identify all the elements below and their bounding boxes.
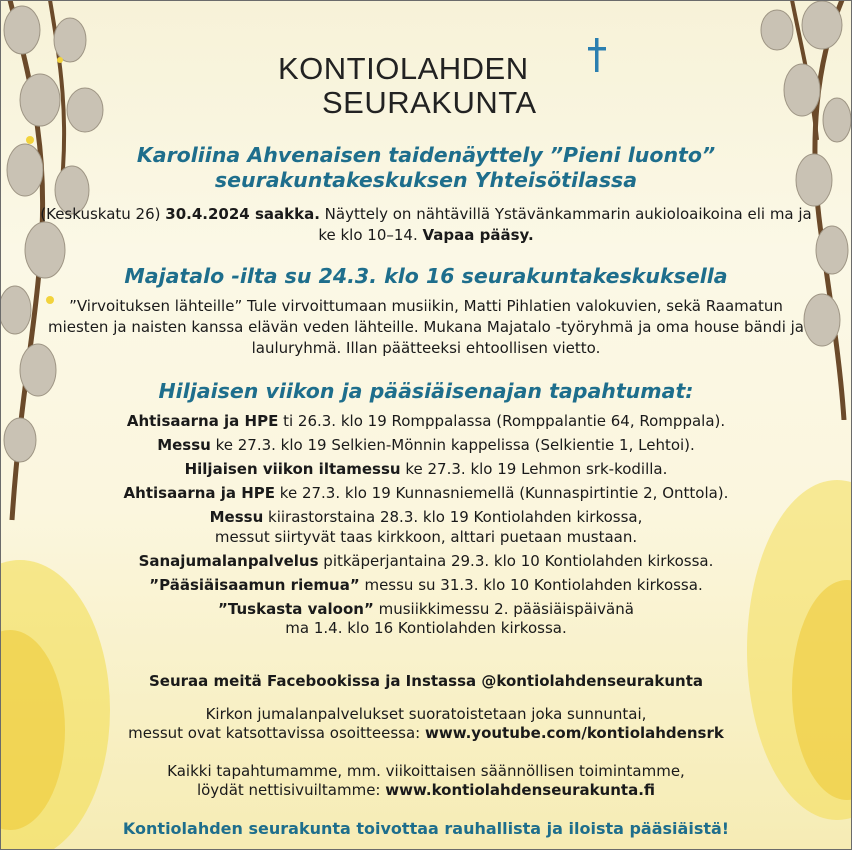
event-details: ke 27.3. klo 19 Lehmon srk-kodilla. [400, 460, 668, 478]
easter-title: Hiljaisen viikon ja pääsiäisenajan tapahtumat: [158, 379, 694, 403]
event-item [40, 412, 812, 432]
stream-info [40, 705, 812, 743]
event-details: ti 26.3. klo 19 Romppalassa (Romppalantie 64, Romppala). [278, 412, 726, 430]
event-details: messu su 31.3. klo 10 Kontiolahden kirkossa. [359, 575, 703, 594]
youtube-link[interactable]: www.youtube.com/kontiolahdensrk [424, 724, 724, 742]
event-details: ke 27.3. klo 19 Kunnasniemellä (Kunnaspirtintie 2, Onttola). [275, 484, 729, 502]
website-link[interactable]: www.kontiolahdenseurakunta.fi [385, 781, 656, 799]
majatalo-text: ”Virvoituksen lähteille” Tule virvoittumaan musiikin, Matti Pihlatien valokuvien, sekä Raamatun miesten ja naisten kanssa elävän veden lähteille. Mukana Majatalo -työryhmä ja oma house bändi ja lauluryhmä. Illan päätteeksi ehtoollisen vietto. [47, 297, 804, 357]
event-details-line2: messut siirtyvät taas kirkkoon, alttari puetaan mustaan. [214, 527, 638, 546]
majatalo-title: Majatalo -ilta su 24.3. klo 16 seurakuntakeskuksella [124, 264, 728, 288]
stream-line1: Kirkon jumalanpalvelukset suoratoistetaan joka sunnuntai, [205, 705, 647, 723]
event-item [40, 508, 812, 547]
event-item [40, 576, 812, 596]
stream-line2-prefix: messut ovat katsottavissa osoitteessa: [128, 724, 425, 742]
closing-greeting: Kontiolahden seurakunta toivottaa rauhallista ja iloista pääsiäistä! [122, 819, 730, 838]
exhibition-date: 30.4.2024 saakka. [165, 205, 320, 223]
logo-line1: KONTIOLAHDEN [278, 51, 529, 86]
event-item [40, 460, 812, 480]
web-line2-prefix: löydät nettisivuiltamme: [196, 781, 386, 799]
event-item [40, 552, 812, 572]
event-name: Messu [209, 508, 264, 526]
event-details: ke 27.3. klo 19 Selkien-Mönnin kappelissa (Selkientie 1, Lehtoi). [210, 436, 695, 454]
event-name: Hiljaisen viikon iltamessu [184, 460, 401, 478]
exhibition-text [40, 204, 812, 246]
web-line1: Kaikki tapahtumamme, mm. viikoittaisen säännöllisen toimintamme, [167, 762, 685, 780]
event-item [40, 600, 812, 639]
event-name: Messu [157, 436, 211, 454]
website-info [40, 762, 812, 800]
parish-logo [278, 52, 578, 120]
social-follow-text: Seuraa meitä Facebookissa ja Instassa @kontiolahdenseurakunta [149, 672, 703, 690]
event-details: musiikkimessu 2. pääsiäispäivänä [373, 599, 634, 618]
event-details: kiirastorstaina 28.3. klo 19 Kontiolahden kirkossa, [263, 508, 643, 526]
event-name: Ahtisaarna ja HPE [123, 484, 276, 502]
exhibition-free: Vapaa pääsy. [422, 226, 534, 244]
event-details-line2: ma 1.4. klo 16 Kontiolahden kirkossa. [285, 619, 567, 637]
exhibition-text-mid: Näyttely on nähtävillä Ystävänkammarin aukioloaikoina eli ma ja ke klo 10–14. [318, 205, 812, 244]
exhibition-title-line1: Karoliina Ahvenaisen taidenäyttely ”Pieni luonto” [136, 143, 716, 167]
event-details: pitkäperjantaina 29.3. klo 10 Kontiolahden kirkossa. [318, 551, 714, 570]
event-name: Sanajumalanpalvelus [138, 551, 319, 570]
event-name: ”Tuskasta valoon” [218, 599, 374, 618]
exhibition-text-prefix: (Keskuskatu 26) [40, 205, 166, 223]
exhibition-title [40, 143, 812, 193]
easter-events-list [40, 412, 812, 643]
logo-line2: SEURAKUNTA [322, 85, 537, 120]
cross-icon [588, 38, 606, 72]
event-item [40, 436, 812, 456]
event-name: ”Pääsiäisaamun riemua” [149, 575, 360, 594]
event-name: Ahtisaarna ja HPE [126, 412, 279, 430]
event-item [40, 484, 812, 504]
exhibition-title-line2: seurakuntakeskuksen Yhteisötilassa [214, 168, 638, 192]
